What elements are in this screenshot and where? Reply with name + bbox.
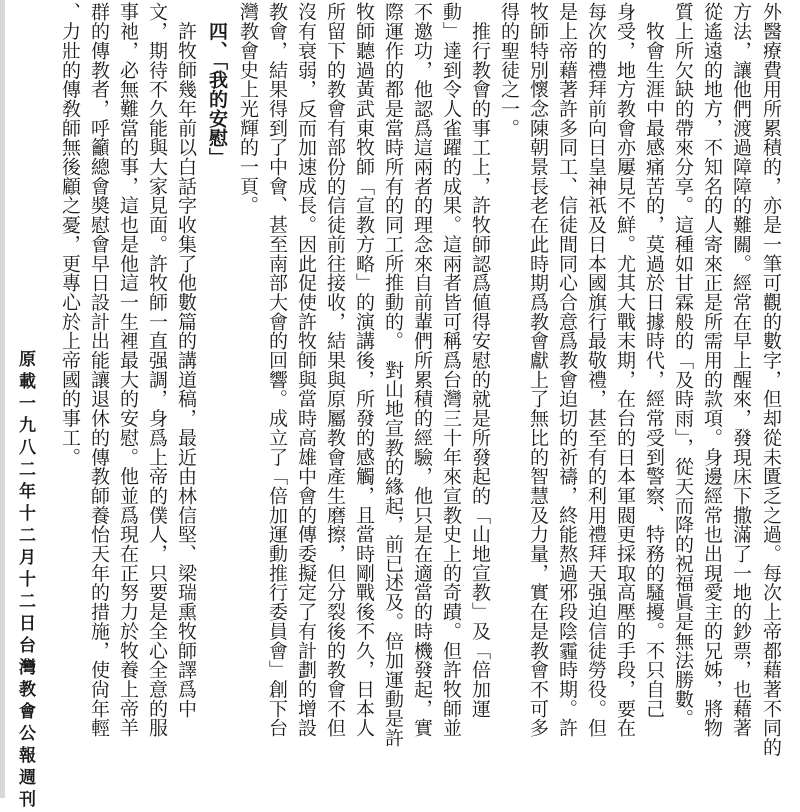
text-column-23: 事祂，必無難當的事，這也是他這一生裡最大的安慰。他並爲現在正努力於牧養上帝羊 — [117, 2, 139, 738]
text-column-25: 、力壯的傳敎師無後顧之憂，更專心於上帝國的事工。 — [59, 2, 81, 467]
text-column-24: 群的傳教者，呼籲總會奬慰會早日設計出能讓退休的傳教師養怡天年的措施，使尙年輕 — [88, 2, 110, 738]
text-column-3: 從遙遠的地方，不知名的人寄來正是所需用的款項。身邊經常也出現愛主的兄姊，將物 — [701, 2, 723, 738]
text-column-7: 每次的禮拜前向日皇神祇及日本國旗行最敬禮，甚至有的利用禮拜天强迫信徒勞役。但 — [585, 2, 607, 738]
text-column-22: 文，期待不久能與大家見面。許牧師一直强調，身爲上帝的僕人，只要是全心全意的服 — [146, 2, 168, 738]
text-column-6: 身受，地方教會亦屢見不鮮。尤其大戰末期，在台的日本軍閥更採取高壓的手段，要在 — [614, 2, 636, 738]
text-column-9: 牧師特別懷念陳朝景長老在此時期爲教會獻上了無比的智慧及力量，實在是教會不可多 — [527, 2, 549, 738]
text-column-15: 牧師聽過黃武東牧師「宣教方略」的演講後，所發的感觸，且當時剛戰後不久，日本人 — [353, 2, 375, 738]
text-column-18: 教會，結果得到了中會、甚至南部大會的回響。成立了「倍加運動推行委員會」創下台 — [266, 2, 288, 738]
text-column-14: 際運作的都是當時所有的同工所推動的。 對山地宣教的緣起，前已述及。倍加運動是許 — [382, 2, 404, 748]
text-column-21: 許牧師幾年前以白話字收集了他數篇的講道稿，最近由林信堅、梁瑞熏牧師譯爲中 — [175, 2, 197, 718]
text-column-13: 不邀功，他認爲這兩者的理念來自前輩們所累積的經驗，他只是在適當的時機發起，實 — [411, 2, 433, 738]
text-column-11: 推行教會的事工上，許牧師認爲値得安慰的就是所發起的「山地宣教」及「倍加運 — [469, 2, 491, 718]
text-column-4: 質上所欠缺的帶來分享。這種如甘霖般的「及時雨」，從天而降的祝福眞是無法勝數。 — [672, 2, 694, 728]
text-column-1: 外醫療費用所累積的，亦是一筆可觀的數字，但却從未匱乏之過。每次上帝都藉著不同的 — [760, 2, 782, 757]
text-column-8: 是上帝藉著許多同工、信徒間同心合意爲教會迫切的祈禱，終能熬過邪段陰霾時期。許 — [556, 2, 578, 738]
text-column-10: 得的聖徒之一。 — [498, 2, 520, 138]
text-column-12: 動」達到令人雀躍的成果。這兩者皆可稱爲台灣三十年來宣教史上的奇蹟。但許牧師並 — [440, 2, 462, 738]
scan-edge — [0, 0, 5, 798]
section-heading: 四、「我的安慰」 — [206, 2, 228, 167]
text-column-17: 沒有衰弱，反而加速成長。因此促使許牧師與當時高雄中會的傳委擬定了有計劃的增設 — [295, 2, 317, 738]
text-column-16: 所留下的教會有部份的信徒前往接收，結果與原屬教會產生磨擦，但分裂後的教會不但 — [324, 2, 346, 738]
text-column-19: 灣教會史上光輝的一頁。 — [237, 2, 259, 215]
source-note: 原載一九八二年十二月十二日台灣教會公報週刊 — [15, 350, 35, 812]
text-column-5: 牧會生涯中最感痛苦的，莫過於日據時代，經常受到警察、特務的騷擾。不只自己 — [643, 2, 665, 718]
text-column-2: 方法，讓他們渡過障障的難關。經常在早上醒來，發現床下撒滿了一地的鈔票，也藉著 — [730, 2, 752, 738]
